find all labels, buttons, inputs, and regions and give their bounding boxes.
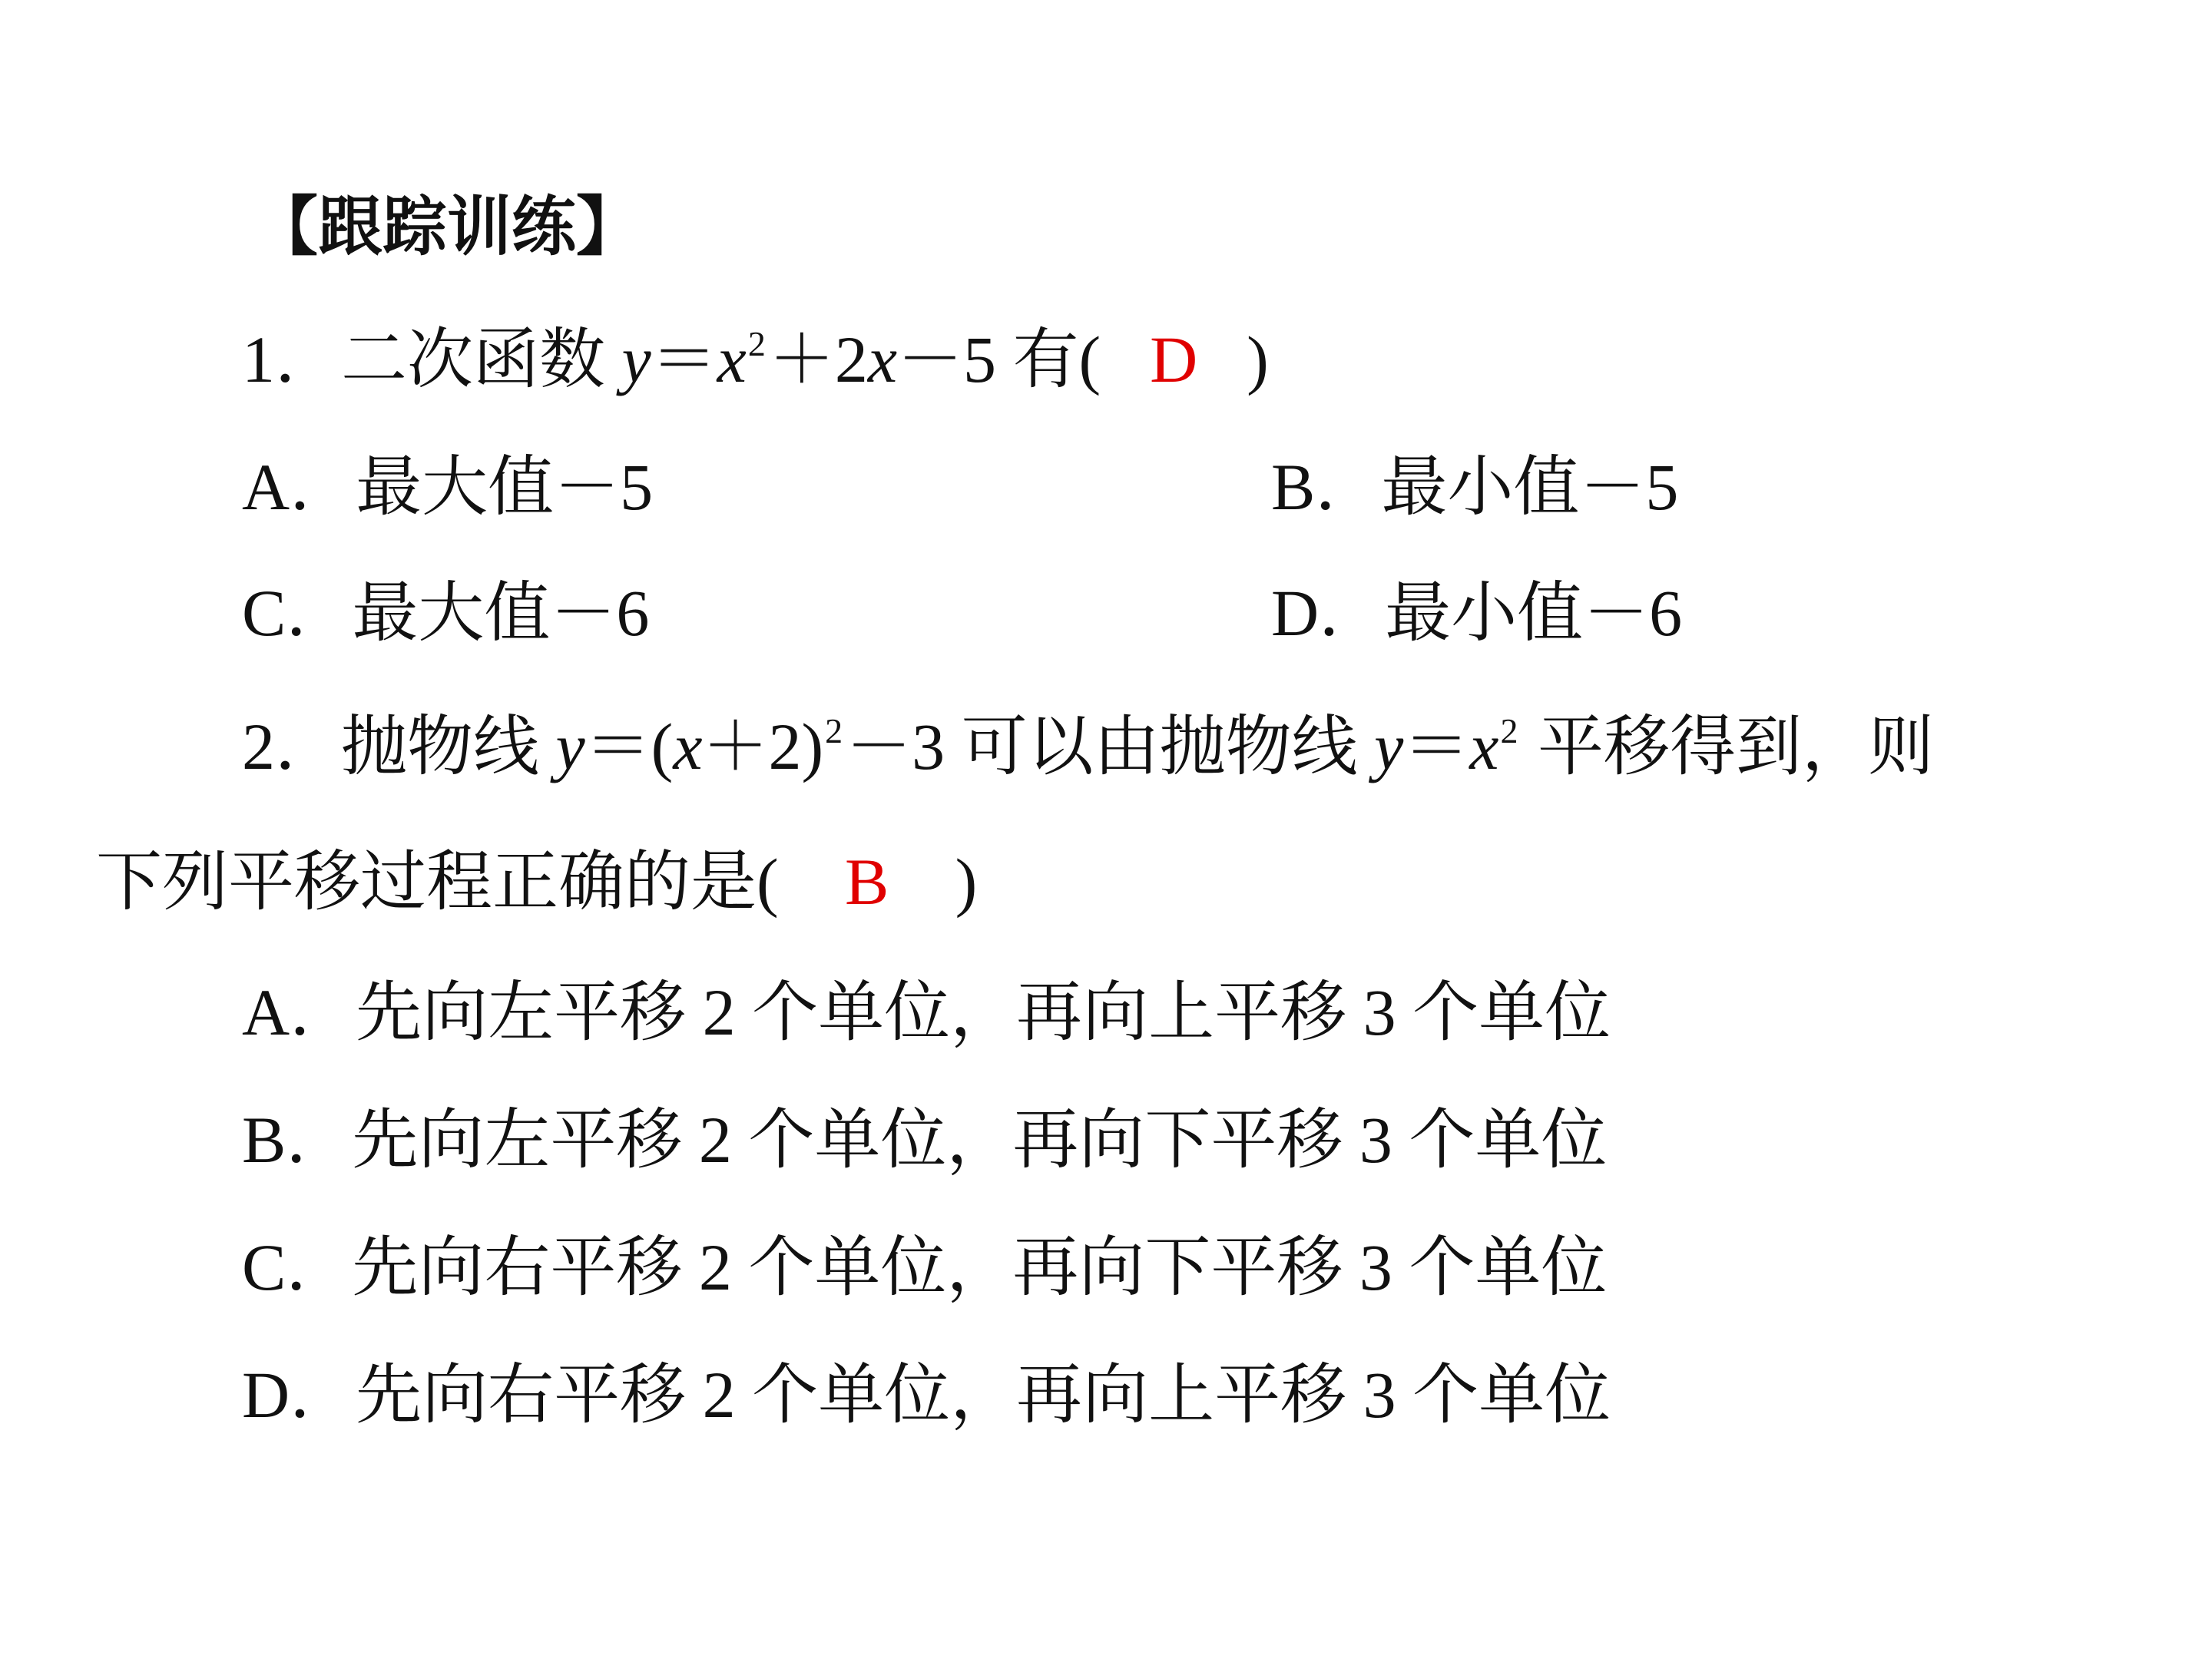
math-equals: ＝ — [651, 323, 717, 396]
question-1-option-d — [1271, 575, 1682, 651]
math-var-y: y — [1374, 710, 1404, 783]
question-2-option-a — [242, 974, 1611, 1051]
option-letter: B． — [242, 1103, 353, 1177]
option-text: 最小值－6 — [1385, 576, 1683, 650]
math-var-x: x — [867, 323, 898, 396]
option-text: 先向左平移 2 个单位，再向下平移 3 个单位 — [352, 1103, 1608, 1177]
math-plus-term: ＋2 — [768, 323, 868, 396]
option-text: 先向左平移 2 个单位，再向上平移 3 个单位 — [356, 975, 1611, 1049]
math-equals-open: ＝( — [584, 710, 674, 783]
question-1-close-paren: ) — [1247, 323, 1269, 396]
question-2-option-c — [242, 1229, 1607, 1306]
section-heading: 【跟踪训练】 — [253, 189, 641, 264]
question-1-option-c — [242, 575, 649, 651]
question-2-stem-line-1 — [242, 708, 1934, 785]
question-2-option-b — [242, 1101, 1607, 1178]
question-1-option-b — [1271, 449, 1678, 525]
math-var-y: y — [621, 323, 651, 396]
math-equals: ＝ — [1403, 710, 1470, 783]
question-2-answer: B — [844, 845, 889, 919]
question-2-text-middle: －3 可以由抛物线 — [846, 710, 1375, 783]
question-2-close-paren: ) — [955, 845, 978, 919]
math-exponent: 2 — [747, 324, 766, 363]
question-2-option-d — [242, 1356, 1611, 1433]
question-1-answer: D — [1150, 323, 1198, 396]
option-letter: B． — [1271, 450, 1382, 524]
option-letter: D． — [242, 1358, 356, 1432]
question-2-text-tail: 平移得到，则 — [1521, 710, 1934, 783]
option-letter: C． — [242, 1230, 353, 1304]
question-2-text: 抛物线 — [341, 710, 556, 783]
math-plus-two: ＋2) — [702, 710, 824, 783]
math-exponent: 2 — [825, 711, 843, 750]
question-1-text-rest: －5 有( — [897, 323, 1101, 396]
option-text: 先向右平移 2 个单位，再向下平移 3 个单位 — [352, 1230, 1608, 1304]
math-var-x: x — [717, 323, 747, 396]
option-text: 最小值－5 — [1381, 450, 1679, 524]
math-var-y: y — [555, 710, 585, 783]
option-text: 先向右平移 2 个单位，再向上平移 3 个单位 — [356, 1358, 1611, 1432]
option-text: 最大值－6 — [352, 576, 650, 650]
math-var-x: x — [673, 710, 703, 783]
question-1-option-a — [242, 449, 653, 525]
option-letter: D． — [1271, 576, 1386, 650]
option-letter: A． — [242, 975, 356, 1049]
option-letter: C． — [242, 576, 353, 650]
option-text: 最大值－5 — [356, 450, 654, 524]
option-letter: A． — [242, 450, 356, 524]
question-1-text: 二次函数 — [341, 323, 622, 396]
question-2-text-line-2: 下列平移过程正确的是( — [96, 845, 779, 919]
question-1-stem — [242, 321, 1269, 398]
question-2-number: 2． — [242, 710, 341, 783]
math-exponent: 2 — [1500, 711, 1518, 750]
math-var-x: x — [1469, 710, 1499, 783]
question-1-number: 1． — [242, 323, 341, 396]
question-2-stem-line-2 — [96, 843, 977, 920]
